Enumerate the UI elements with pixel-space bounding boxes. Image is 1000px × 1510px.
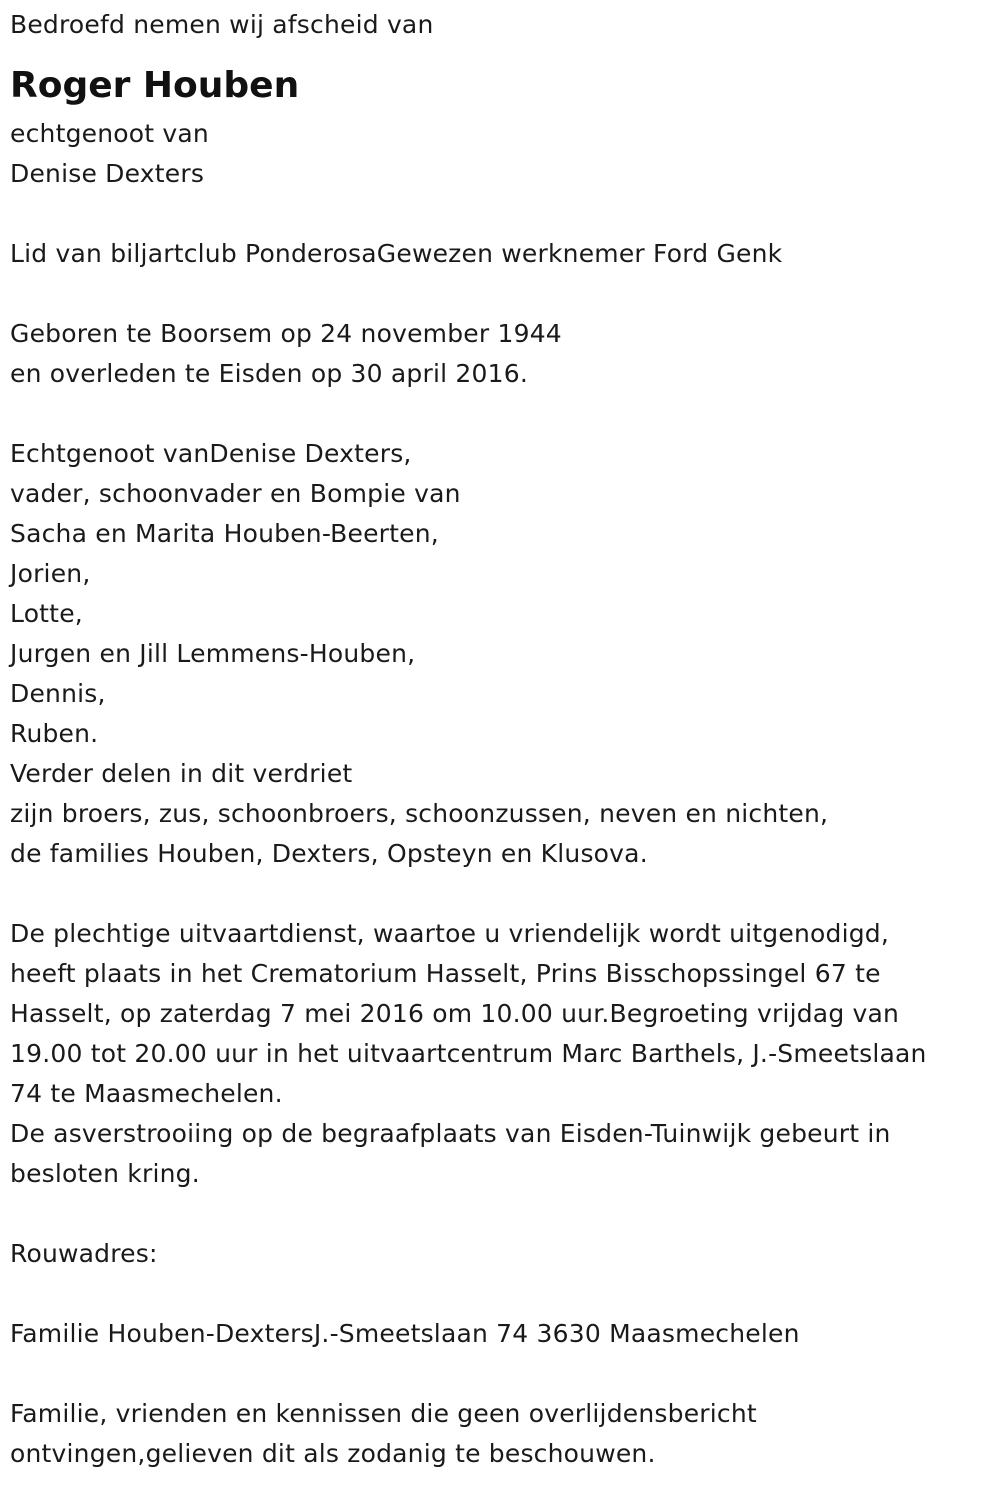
- spacer: [10, 194, 995, 234]
- closing-line: Familie, vrienden en kennissen die geen overlijdensbericht: [10, 1399, 757, 1428]
- family-line: Sacha en Marita Houben-Beerten,: [10, 519, 439, 548]
- ceremony-section: [10, 914, 995, 1194]
- family-line: Jurgen en Jill Lemmens-Houben,: [10, 639, 416, 668]
- obituary-document: [10, 0, 995, 1474]
- family-section: [10, 434, 995, 874]
- address-value: Familie Houben-DextersJ.-Smeetslaan 74 3630 Maasmechelen: [10, 1319, 800, 1348]
- closing-line: ontvingen,gelieven dit als zodanig te beschouwen.: [10, 1439, 656, 1468]
- death-text: en overleden te Eisden op 30 april 2016.: [10, 359, 528, 388]
- family-line: Verder delen in dit verdriet: [10, 759, 353, 788]
- spacer: [10, 874, 995, 914]
- family-line: zijn broers, zus, schoonbroers, schoonzussen, neven en nichten,: [10, 799, 829, 828]
- spacer: [10, 394, 995, 434]
- ceremony-line: besloten kring.: [10, 1159, 200, 1188]
- family-line: vader, schoonvader en Bompie van: [10, 479, 461, 508]
- spacer: [10, 1194, 995, 1234]
- family-line: Ruben.: [10, 719, 99, 748]
- family-line: de families Houben, Dexters, Opsteyn en Klusova.: [10, 839, 648, 868]
- ceremony-line: Hasselt, op zaterdag 7 mei 2016 om 10.00 uur.Begroeting vrijdag van: [10, 999, 900, 1028]
- membership-text: Lid van biljartclub PonderosaGewezen werknemer Ford Genk: [10, 239, 783, 268]
- address-label: Rouwadres:: [10, 1239, 158, 1268]
- family-line: Dennis,: [10, 679, 106, 708]
- birth-text: Geboren te Boorsem op 24 november 1944: [10, 319, 562, 348]
- ceremony-line: 74 te Maasmechelen.: [10, 1079, 283, 1108]
- ceremony-line: De plechtige uitvaartdienst, waartoe u vriendelijk wordt uitgenodigd,: [10, 919, 889, 948]
- ceremony-line: De asverstrooiing op de begraafplaats van Eisden-Tuinwijk gebeurt in: [10, 1119, 891, 1148]
- family-line: Echtgenoot vanDenise Dexters,: [10, 439, 412, 468]
- ceremony-line: heeft plaats in het Crematorium Hasselt, Prins Bisschopssingel 67 te: [10, 959, 881, 988]
- spacer: [10, 1354, 995, 1394]
- ceremony-line: 19.00 tot 20.00 uur in het uitvaartcentrum Marc Barthels, J.-Smeetslaan: [10, 1039, 927, 1068]
- deceased-name: Roger Houben: [10, 65, 300, 106]
- spacer: [10, 1274, 995, 1314]
- spouse-name: Denise Dexters: [10, 159, 205, 188]
- family-line: Lotte,: [10, 599, 83, 628]
- spouse-label: echtgenoot van: [10, 119, 209, 148]
- spacer: [10, 274, 995, 314]
- intro-text: Bedroefd nemen wij afscheid van: [10, 10, 434, 39]
- family-line: Jorien,: [10, 559, 91, 588]
